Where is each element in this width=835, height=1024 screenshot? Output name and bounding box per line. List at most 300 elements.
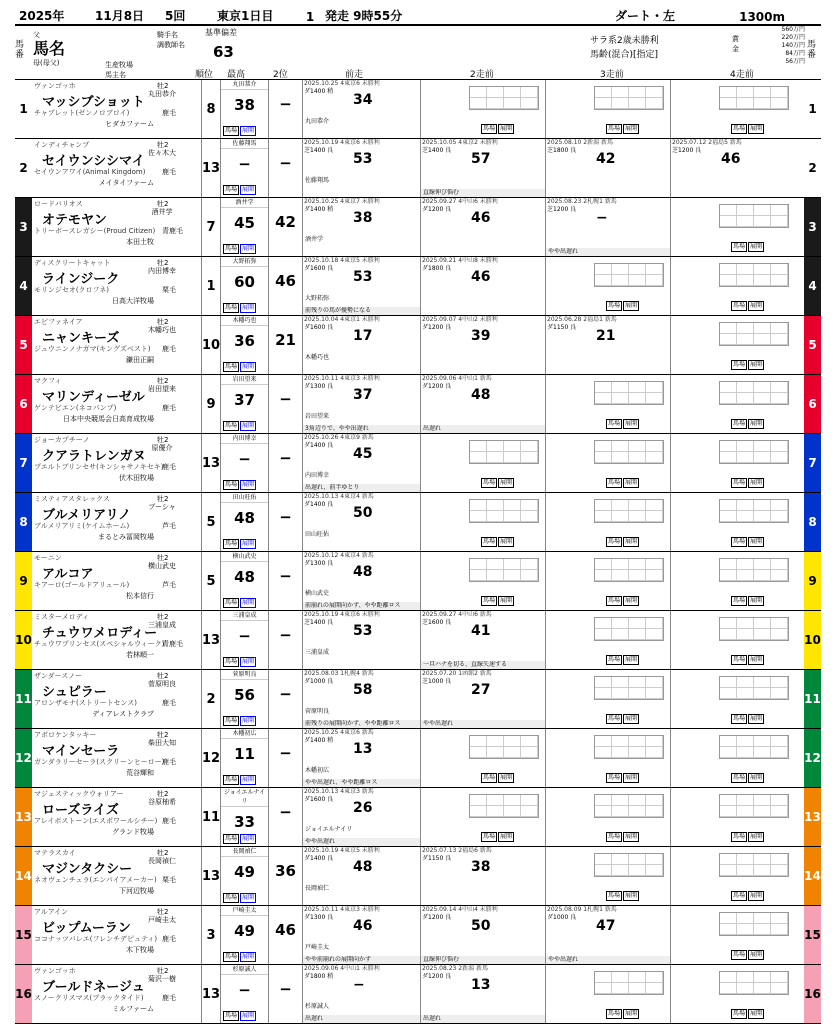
table-row (15, 670, 821, 729)
best-score: 36 (234, 332, 255, 350)
best-lbl: ジョイエルナイリ (221, 788, 268, 807)
race-head: 2025.10.18 4東京5 未勝利 (304, 257, 380, 264)
prize-list (760, 26, 805, 66)
race-r4 (670, 375, 804, 433)
race-cond: ダ1400 良 (304, 501, 334, 508)
best-cell (220, 257, 268, 315)
empty-grid (469, 794, 539, 818)
race-head: 2025.10.13 4東京4 新馬 (304, 493, 374, 500)
best-lbl: 内田博幸 (221, 434, 268, 444)
empty-grid (719, 499, 789, 523)
race-score: 17 (353, 328, 373, 344)
jockey-name: 横山武史 (148, 562, 176, 570)
second-cell (268, 965, 302, 1023)
best-tags (223, 598, 256, 608)
owner-name: まるとみ冨岡牧場 (98, 533, 154, 541)
coat-color: 栗毛 (162, 876, 176, 884)
horse-name[interactable]: ローズライズ (42, 803, 119, 818)
race-r3 (545, 729, 670, 787)
best-score: 49 (234, 922, 255, 940)
date: 11月8日 (95, 9, 145, 23)
race-head: 2025.09.06 4中山1 未勝利 (304, 965, 380, 972)
horse-number-right: 2 (804, 139, 821, 197)
empty-tags (731, 537, 764, 547)
coat-color: 鹿毛 (162, 404, 176, 412)
jockey-name: 菅原明良 (148, 680, 176, 688)
tag: 馬場 (733, 1010, 746, 1017)
race-r2 (420, 847, 545, 905)
table-row (15, 316, 821, 375)
best-tags (223, 775, 256, 785)
race-r4 (670, 139, 804, 197)
mare-name: ジュウニンノナガマ(キングズベスト) (34, 345, 151, 353)
empty-grid (594, 499, 664, 523)
owner-name: メイタイファーム (98, 179, 154, 187)
best-lbl: 長岡禎仁 (221, 847, 268, 857)
race-r3 (545, 198, 670, 256)
owner-name: 日高大洋牧場 (112, 297, 154, 305)
race-score: 46 (471, 269, 491, 285)
race-r4 (670, 80, 804, 138)
race-note: 一旦ハナを切る、直線失速する (421, 661, 545, 669)
empty-grid (469, 440, 539, 464)
race-note: 前崩れの展開向かず、やや距離ロス (303, 602, 420, 610)
race-jockey: ジョイエルナイリ (305, 826, 353, 833)
mare-name: チュウワプリンセス(スペシャルウィーク) (34, 640, 165, 648)
cond-label: 馬齢(混合)[指定] (590, 50, 659, 60)
race-cond: ダ1400 稍 (304, 206, 334, 213)
race-score: 38 (471, 859, 491, 875)
race-r2 (420, 788, 545, 846)
rank-value: 13 (201, 455, 221, 471)
race-cond: ダ1000 良 (547, 914, 577, 921)
tag: 馬場 (608, 479, 621, 486)
jockey-name: 戸崎圭太 (148, 916, 176, 924)
race-cond: ダ1200 良 (422, 206, 452, 213)
horse-info (32, 670, 202, 728)
empty-tags (731, 242, 764, 252)
race-r1 (302, 257, 420, 315)
best-tags (223, 126, 256, 136)
second-score: 42 (275, 213, 296, 231)
horse-name[interactable]: チュウワメロディー (42, 626, 158, 641)
mare-name: セイウンアワイ(Animal Kingdom) (34, 168, 146, 176)
mare-name: スノークリスマス(ブラックタイド) (34, 994, 144, 1002)
best-score: 38 (234, 96, 255, 114)
tag: 展開 (750, 420, 763, 427)
horse-name[interactable]: クアラトレンガヌ (42, 449, 146, 464)
owner-name: 本田土牧 (126, 238, 154, 246)
sire-name: ミスティアスタレックス (34, 495, 110, 503)
race-score: 53 (353, 623, 373, 639)
race-head: 2025.10.11 4東京3 未勝利 (304, 906, 380, 913)
race-note: 3角辺りで、やや出遅れ (303, 425, 420, 433)
race-r4 (670, 965, 804, 1023)
horse-info (32, 139, 202, 197)
second-cell (268, 316, 302, 374)
horse-name[interactable]: シュピラー (42, 685, 107, 700)
coat-color: 鹿毛 (162, 817, 176, 825)
empty-grid (719, 735, 789, 759)
race-head: 2025.09.14 4中山4 未勝利 (422, 906, 498, 913)
owner-name: 荒谷輝和 (126, 769, 154, 777)
second-score: − (279, 390, 292, 408)
owner-name: 若林順一 (126, 651, 154, 659)
best-score: − (238, 155, 251, 173)
horse-number: 5 (15, 316, 32, 374)
mare-name: アロンザモナ(ストリートセンス) (34, 699, 138, 707)
horse-info (32, 965, 202, 1023)
empty-tags (731, 655, 764, 665)
race-score: 37 (353, 387, 373, 403)
best-lbl: 杉原誠人 (221, 965, 268, 975)
race-r3 (545, 670, 670, 728)
coat-color: 鹿毛 (162, 109, 176, 117)
owner-name: 伏木田牧場 (119, 474, 154, 482)
sex-age: 牡2 (157, 82, 169, 90)
race-head: 2025.08.23 2札幌1 新馬 (547, 198, 617, 205)
horse-name[interactable]: ニャンキーズ (42, 331, 120, 346)
race-r4 (670, 847, 804, 905)
tag: 馬場 (608, 302, 621, 309)
horse-name[interactable]: マジンタクシー (42, 862, 133, 877)
empty-grid (469, 735, 539, 759)
horse-name[interactable]: マリンディーゼル (42, 390, 145, 405)
race-note: 出遅れ (421, 425, 545, 433)
horse-table (15, 80, 821, 1024)
race-cond: 芝1200 良 (672, 147, 702, 154)
race-score: 58 (353, 682, 373, 698)
race-r3 (545, 552, 670, 610)
horse-name[interactable]: マッシブショット (42, 95, 145, 110)
owner-name: 木下牧場 (126, 946, 154, 954)
empty-tags (606, 714, 639, 724)
horse-name[interactable]: ビップムーラン (42, 921, 131, 936)
table-row (15, 434, 821, 493)
second-score: − (279, 449, 292, 467)
second-cell (268, 847, 302, 905)
race-cond: 芝1800 良 (547, 147, 577, 154)
race-r1 (302, 375, 420, 433)
horse-info (32, 552, 202, 610)
race-r1 (302, 198, 420, 256)
empty-tags (481, 537, 514, 547)
empty-grid (594, 558, 664, 582)
sire-name: ヴァンゴッホ (34, 967, 76, 975)
horse-name[interactable]: セイウンシシマイ (42, 154, 145, 169)
sex-age: 牡2 (157, 672, 169, 680)
horse-number-right: 4 (804, 257, 821, 315)
jockey-name: 菊沢一樹 (148, 975, 176, 983)
race-head: 2025.10.04 4東京1 未勝利 (304, 316, 380, 323)
owner-name: 松本信行 (126, 592, 154, 600)
race-score: 27 (471, 682, 491, 698)
race-r2 (420, 493, 545, 551)
best-lbl: 大野拓弥 (221, 257, 268, 267)
best-tags (223, 893, 256, 903)
best-tags (223, 657, 256, 667)
tag: 展開 (625, 302, 638, 309)
race-jockey: 三浦皇成 (305, 649, 330, 656)
horse-number-right: 3 (804, 198, 821, 256)
mare-name: チャプレット(ゼンノロブロイ) (34, 109, 130, 117)
sex-age: 牡2 (157, 613, 169, 621)
empty-grid (719, 558, 789, 582)
empty-grid (719, 204, 789, 228)
horse-number-right: 1 (804, 80, 821, 138)
horse-number: 2 (15, 139, 32, 197)
best-lbl: 田山旺佑 (221, 493, 268, 503)
distance: 1300m (739, 10, 785, 24)
second-cell (268, 257, 302, 315)
race-cond: ダ1600 良 (304, 796, 334, 803)
tag: 展開 (750, 361, 763, 368)
coat-color: 鹿毛 (162, 758, 176, 766)
race-score: 39 (471, 328, 491, 344)
horse-number-right: 8 (804, 493, 821, 551)
horse-number: 15 (15, 906, 32, 964)
race-head: 2025.07.20 1函館2 新馬 (422, 670, 492, 677)
sex-age: 牡2 (157, 318, 169, 326)
tag: 馬場 (483, 125, 496, 132)
best-tags (223, 185, 256, 195)
empty-tags (731, 301, 764, 311)
race-r1 (302, 847, 420, 905)
race-head: 2025.07.13 2福島6 新馬 (422, 847, 492, 854)
tag: 展開 (242, 953, 255, 960)
horse-name[interactable]: ブルメリアリノ (42, 508, 132, 523)
horse-number-right: 9 (804, 552, 821, 610)
horse-info (32, 493, 202, 551)
coat-color: 青鹿毛 (162, 227, 183, 235)
tag: 展開 (625, 715, 638, 722)
tag: 馬場 (733, 951, 746, 958)
horse-name[interactable]: ラインジーク (42, 272, 120, 287)
race-head: 2025.10.19 4東京5 未勝利 (304, 847, 380, 854)
tag: 馬場 (483, 479, 496, 486)
race-head: 2025.07.12 2福島5 新馬 (672, 139, 742, 146)
sire-name: モーニン (34, 554, 62, 562)
sex-age: 牡2 (157, 554, 169, 562)
race-cond: ダ1300 良 (304, 560, 334, 567)
tag: 展開 (750, 1010, 763, 1017)
rank-value: 13 (201, 986, 221, 1002)
horse-info (32, 847, 202, 905)
tag: 展開 (625, 479, 638, 486)
best-cell (220, 316, 268, 374)
tag: 馬場 (733, 302, 746, 309)
second-score: − (279, 626, 292, 644)
empty-tags (731, 832, 764, 842)
tag: 馬場 (733, 538, 746, 545)
tag: 展開 (242, 127, 255, 134)
race-r2 (420, 552, 545, 610)
horse-number-right: 14 (804, 847, 821, 905)
race-score: 46 (471, 210, 491, 226)
race-r2 (420, 611, 545, 669)
empty-grid (719, 676, 789, 700)
coat-color: 芦毛 (162, 522, 176, 530)
mare-name: ガンダラリーセーラ(スクリーンヒーロー) (34, 758, 165, 766)
best-cell (220, 965, 268, 1023)
sex-age: 牡2 (157, 731, 169, 739)
empty-grid (594, 853, 664, 877)
rank-value: 3 (206, 927, 216, 943)
tag: 馬場 (733, 243, 746, 250)
mare-name: キアーロ(ゴールドアリュール) (34, 581, 130, 589)
tag: 展開 (625, 1010, 638, 1017)
tag: 展開 (242, 658, 255, 665)
coat-color: 鹿毛 (162, 994, 176, 1002)
horse-info (32, 375, 202, 433)
race-score: 46 (353, 918, 373, 934)
best-tags (223, 303, 256, 313)
column-header (15, 26, 821, 80)
tag: 展開 (500, 833, 513, 840)
race-head: 2025.09.27 4中山6 未勝利 (422, 198, 498, 205)
race-head: 2025.10.12 4東京4 新馬 (304, 552, 374, 559)
tag: 馬場 (608, 774, 621, 781)
horse-name[interactable]: オテモヤン (42, 213, 107, 228)
best-lbl: 三浦皇成 (221, 611, 268, 621)
tag: 展開 (750, 951, 763, 958)
tag: 馬場 (225, 658, 238, 665)
race-r3 (545, 375, 670, 433)
mare-label: 母(母父) (33, 59, 60, 67)
race-head: 2025.09.07 4中山2 未勝利 (422, 316, 498, 323)
empty-tags (731, 124, 764, 134)
horse-info (32, 611, 202, 669)
race-r3 (545, 80, 670, 138)
race-score: 34 (353, 92, 373, 108)
tag: 展開 (242, 599, 255, 606)
trainer-label: 調教師名 (157, 41, 185, 49)
best-tags (223, 834, 256, 844)
best-score: − (238, 627, 251, 645)
tag: 馬場 (225, 245, 238, 252)
tag: 馬場 (225, 186, 238, 193)
prize-3: 140万円 (781, 42, 805, 49)
race-cond: 芝1600 良 (422, 619, 452, 626)
second-cell (268, 198, 302, 256)
tag: 展開 (625, 125, 638, 132)
horse-name[interactable]: ブールドネージュ (42, 980, 145, 995)
race-r1 (302, 139, 420, 197)
horse-number-right: 16 (804, 965, 821, 1023)
race-r4 (670, 198, 804, 256)
horse-name[interactable]: アルコア (42, 567, 94, 582)
race-header (15, 8, 821, 26)
tag: 展開 (500, 125, 513, 132)
tag: 展開 (750, 715, 763, 722)
race-cond: ダ1600 良 (304, 265, 334, 272)
horse-number: 11 (15, 670, 32, 728)
empty-grid (594, 381, 664, 405)
best-score: 37 (234, 391, 255, 409)
tag: 馬場 (608, 833, 621, 840)
empty-tags (481, 773, 514, 783)
rank-label: 順位 (195, 70, 214, 80)
best-tags (223, 716, 256, 726)
tag: 馬場 (225, 304, 238, 311)
horse-name[interactable]: マインセーラ (42, 744, 120, 759)
tag: 馬場 (733, 361, 746, 368)
empty-grid (594, 676, 664, 700)
tag: 展開 (750, 538, 763, 545)
tag: 展開 (625, 656, 638, 663)
race-jockey: 杉原誠人 (305, 1003, 330, 1010)
race-score: 50 (471, 918, 491, 934)
race-head: 2025.09.21 4中山8 未勝利 (422, 257, 498, 264)
horse-number-right: 7 (804, 434, 821, 492)
race-cond: ダ1000 良 (304, 678, 334, 685)
race-cond: ダ1400 良 (304, 442, 334, 449)
race-jockey: 岩田望来 (305, 413, 330, 420)
coat-color: 鹿毛 (162, 345, 176, 353)
tag: 展開 (750, 656, 763, 663)
empty-tags (606, 655, 639, 665)
mare-name: ゲンテビエン(ネコパンプ) (34, 404, 117, 412)
best-cell (220, 375, 268, 433)
rank-value: 13 (201, 632, 221, 648)
race-jockey: 佐藤翔馬 (305, 177, 330, 184)
sex-age: 牡2 (157, 200, 169, 208)
race-r2 (420, 906, 545, 964)
best-lbl: 菅原明良 (221, 670, 268, 680)
best-lbl: 横山武史 (221, 552, 268, 562)
start-time: 発走 9時55分 (325, 9, 403, 23)
best-cell (220, 80, 268, 138)
best-score: 11 (234, 745, 255, 763)
tag: 展開 (242, 894, 255, 901)
tag: 展開 (750, 479, 763, 486)
second-cell (268, 611, 302, 669)
best-lbl: 木幡巧也 (221, 316, 268, 326)
sire-label: 父 (33, 31, 40, 39)
empty-tags (481, 478, 514, 488)
race-cond: 芝1200 良 (547, 206, 577, 213)
prev-label: 前走 (345, 70, 364, 80)
umaban-label: 馬番 (15, 40, 25, 60)
race-note: 前残りの展開向かず、やや距離ロス (303, 720, 420, 728)
second-score: 46 (275, 921, 296, 939)
best-cell (220, 906, 268, 964)
race-score: 26 (353, 800, 373, 816)
empty-tags (731, 1009, 764, 1019)
tag: 馬場 (608, 597, 621, 604)
tag: 馬場 (608, 420, 621, 427)
tag: 馬場 (733, 597, 746, 604)
race-score: 48 (353, 859, 373, 875)
round: 5回 (165, 9, 186, 23)
empty-tags (731, 360, 764, 370)
race-jockey: 木幡初広 (305, 767, 330, 774)
race-head: 2025.10.26 4東京9 新馬 (304, 434, 374, 441)
race-cond: 芝1000 良 (422, 678, 452, 685)
horse-number-right: 5 (804, 316, 821, 374)
second-score: 46 (275, 272, 296, 290)
race-r4 (670, 316, 804, 374)
race-jockey: 田山旺佑 (305, 531, 330, 538)
horse-number: 7 (15, 434, 32, 492)
race-score: 46 (721, 151, 741, 167)
race-score: 50 (353, 505, 373, 521)
second-cell (268, 906, 302, 964)
sex-age: 牡2 (157, 495, 169, 503)
owner-label: 馬主名 (105, 71, 126, 79)
empty-grid (594, 617, 664, 641)
empty-tags (606, 773, 639, 783)
